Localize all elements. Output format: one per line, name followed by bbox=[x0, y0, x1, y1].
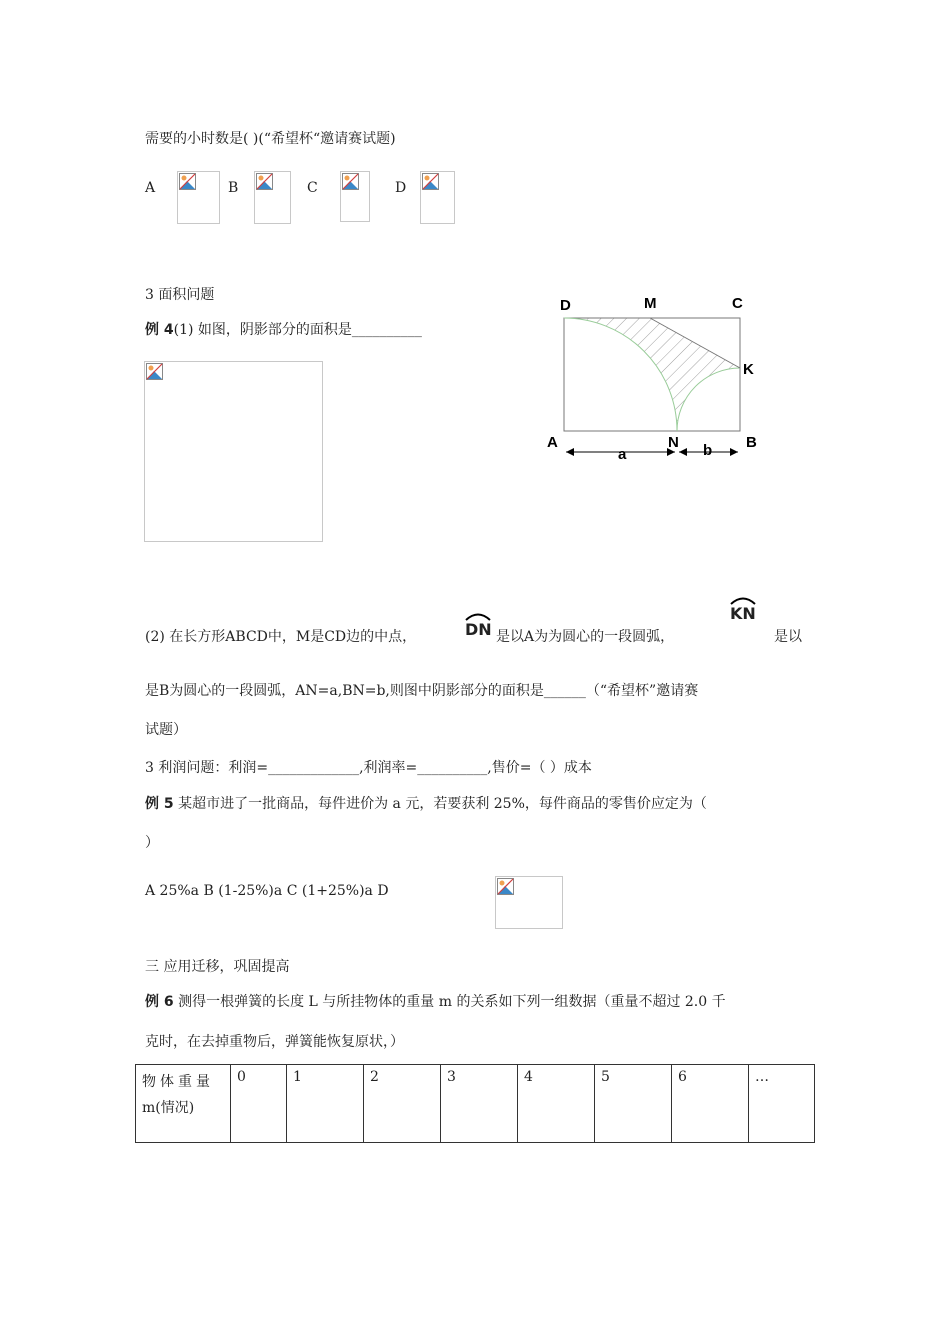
table-row bbox=[136, 1065, 815, 1143]
label-len-a: a bbox=[618, 446, 627, 463]
profit-line bbox=[145, 757, 592, 777]
option-c-label: C bbox=[307, 180, 318, 196]
broken-image-icon bbox=[342, 173, 359, 190]
spring-data-table bbox=[135, 1064, 815, 1143]
section-heading-apply: 三 应用迁移，巩固提高 bbox=[145, 959, 290, 975]
option-d-image-ex5 bbox=[495, 876, 563, 929]
table-header-cell bbox=[136, 1065, 231, 1143]
table-cell: 0 bbox=[231, 1065, 287, 1143]
option-b-label: B bbox=[228, 180, 239, 196]
broken-image-icon bbox=[256, 173, 273, 190]
label-a: A bbox=[547, 434, 558, 451]
label-d: D bbox=[560, 297, 571, 314]
option-d-image bbox=[420, 171, 455, 224]
label-m: M bbox=[644, 295, 657, 312]
part2-line-3: 试题） bbox=[145, 722, 187, 738]
option-a-label: A bbox=[145, 180, 156, 196]
label-c: C bbox=[732, 295, 743, 312]
shaded-region bbox=[564, 318, 740, 431]
example-4-line bbox=[145, 319, 422, 339]
table-header-line-1: 物体重量 bbox=[142, 1074, 214, 1090]
label-n: N bbox=[668, 434, 679, 451]
part2-line-2 bbox=[145, 680, 698, 700]
part2-line-2c: 希望杯”邀请赛 bbox=[607, 683, 699, 699]
broken-image-icon bbox=[179, 173, 196, 190]
section-heading-area: 3 面积问题 bbox=[145, 287, 215, 303]
option-c-image bbox=[340, 171, 370, 222]
broken-image-icon bbox=[146, 363, 163, 380]
label-k: K bbox=[743, 361, 754, 378]
broken-image-icon bbox=[422, 173, 439, 190]
arrowhead bbox=[730, 448, 738, 456]
label-len-b: b bbox=[703, 442, 713, 459]
arrowhead bbox=[679, 448, 687, 456]
arc-dn-notation bbox=[463, 609, 493, 641]
table-header-line-2: m(情况) bbox=[142, 1100, 195, 1116]
table-cell: … bbox=[749, 1065, 815, 1143]
broken-image-icon bbox=[497, 878, 514, 895]
example-6-text-2: 克时，在去掉重物后，弹簧能恢复原状，） bbox=[145, 1034, 404, 1050]
arc-kn-notation bbox=[728, 593, 758, 625]
profit-line-a: 3 利润问题：利润=___________ bbox=[145, 760, 346, 776]
example-6-line bbox=[145, 991, 726, 1011]
option-d-label: D bbox=[395, 180, 407, 196]
table-cell: 4 bbox=[518, 1065, 595, 1143]
table-cell: 2 bbox=[364, 1065, 441, 1143]
rectangle-arc-figure bbox=[540, 290, 770, 470]
label-b: B bbox=[746, 434, 757, 451]
table-cell: 1 bbox=[287, 1065, 364, 1143]
part2-text-1: (2) 在长方形ABCD中，M是CD边的中点， bbox=[145, 629, 417, 645]
option-a-image bbox=[177, 171, 220, 224]
profit-line-b: __,利润率=__________,售价=（ ）成本 bbox=[345, 760, 592, 776]
arc-kn-text: KN bbox=[730, 604, 756, 623]
table-cell: 5 bbox=[595, 1065, 672, 1143]
part2-text-2: 是以A为为圆心的一段圆弧， bbox=[496, 629, 675, 645]
example-5-label: 例 5 bbox=[145, 796, 174, 812]
question-text-hours: 需要的小时数是( )(“希望杯“邀请赛试题) bbox=[145, 131, 396, 147]
example-4-label: 例 4 bbox=[145, 322, 174, 338]
part2-line-2b: a,BN=b,则图中阴影部分的面积是______（“ bbox=[329, 683, 608, 699]
example-4-image bbox=[144, 361, 323, 542]
arc-dn-text: DN bbox=[465, 620, 492, 639]
example-5-options: A 25%a B (1-25%)a C (1+25%)a D bbox=[145, 883, 389, 899]
example-4-text: (1) 如图，阴影部分的面积是__________ bbox=[173, 322, 422, 338]
table-cell: 3 bbox=[441, 1065, 518, 1143]
option-b-image bbox=[254, 171, 291, 224]
table-cell: 6 bbox=[672, 1065, 749, 1143]
part2-text-3: 是以 bbox=[774, 629, 802, 645]
example-5-close: ） bbox=[145, 835, 159, 851]
part2-line-2a: 是B为圆心的一段圆弧，AN= bbox=[145, 683, 330, 699]
example-6-label: 例 6 bbox=[145, 994, 174, 1010]
example-5-line bbox=[145, 793, 707, 813]
example-5-text: 某超市进了一批商品，每件进价为 a 元，若要获利 25%，每件商品的零售价应定为（ bbox=[178, 796, 707, 812]
example-6-text: 测得一根弹簧的长度 L 与所挂物体的重量 m 的关系如下列一组数据（重量不超过 2.0 千 bbox=[178, 994, 726, 1010]
arrowhead bbox=[566, 448, 574, 456]
